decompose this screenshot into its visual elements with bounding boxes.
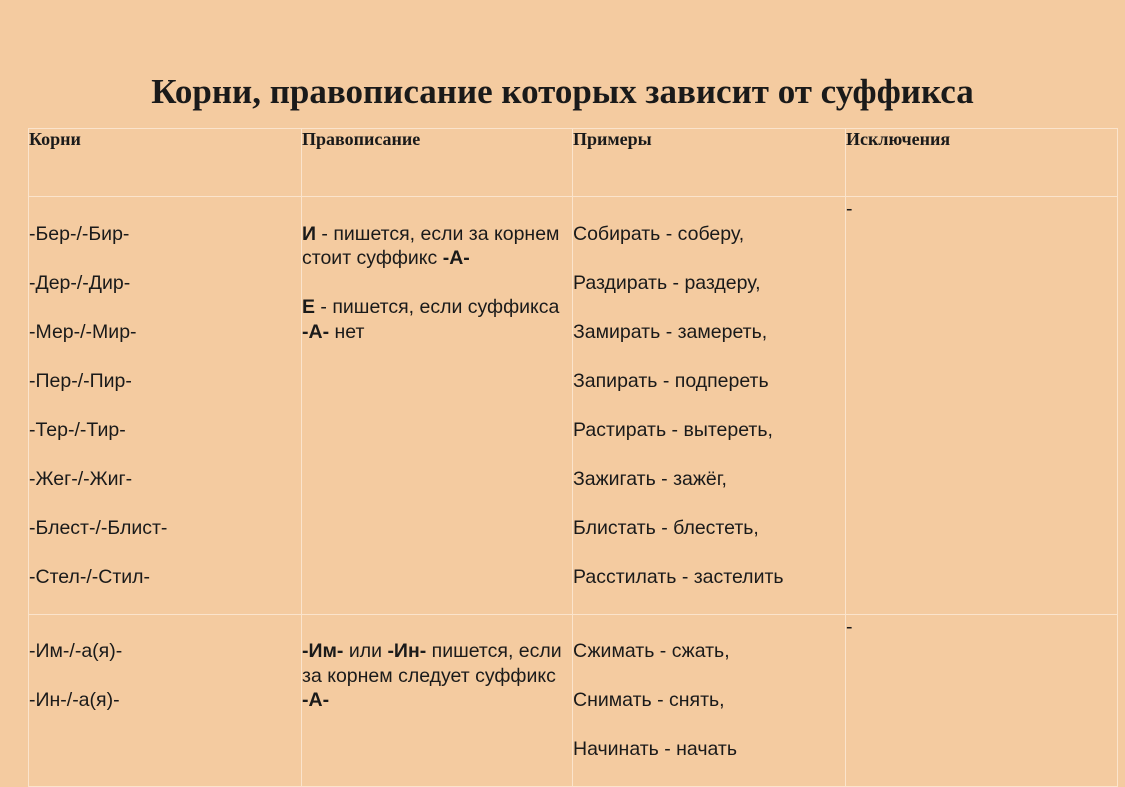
root-item: -Блест-/-Блист- — [29, 516, 168, 539]
examples-cell — [573, 614, 846, 787]
spelling-text: пишется, если за корнем следует суффикс — [302, 640, 562, 687]
example-item: Запирать - подпереть — [573, 369, 769, 392]
example-item: Блистать - блестеть, — [573, 516, 759, 539]
header-roots: Корни — [29, 129, 302, 197]
roots-cell — [29, 197, 302, 615]
table-row — [29, 614, 1118, 787]
header-examples: Примеры — [573, 129, 846, 197]
example-item: Расстилать - застелить — [573, 565, 784, 588]
example-item: Растирать - вытереть, — [573, 418, 773, 441]
spelling-text: или — [343, 640, 388, 662]
example-item: Раздирать - раздеру, — [573, 271, 761, 294]
root-item: -Им-/-а(я)- — [29, 640, 123, 662]
examples-cell — [573, 197, 846, 615]
root-item: -Дер-/-Дир- — [29, 271, 131, 294]
example-item: Сжимать - сжать, — [573, 640, 730, 662]
root-item: -Жег-/-Жиг- — [29, 467, 133, 490]
rules-table — [28, 128, 1118, 787]
exceptions-cell: - — [846, 197, 1118, 615]
spelling-text: - пишется, если суффикса — [315, 296, 560, 318]
spelling-cell — [302, 614, 573, 787]
table-row — [29, 197, 1118, 615]
slide-title: Корни, правописание которых зависит от суффикса — [151, 72, 974, 111]
header-exceptions: Исключения — [846, 129, 1118, 197]
spelling-letter: Е — [302, 296, 316, 318]
spelling-suffix: -А- — [302, 320, 330, 343]
example-item: Замирать - замереть, — [573, 320, 768, 343]
root-item: -Пер-/-Пир- — [29, 369, 132, 392]
spelling-letter: И — [302, 222, 317, 245]
spelling-text: - пишется, если за корнем стоит суффикс — [302, 222, 560, 269]
roots-cell — [29, 614, 302, 787]
root-item: -Стел-/-Стил- — [29, 565, 151, 588]
spelling-rule — [302, 295, 572, 344]
spelling-root: -Им- — [302, 640, 344, 662]
spelling-text: нет — [329, 320, 365, 343]
spelling-suffix: -А- — [302, 689, 330, 711]
root-item: -Тер-/-Тир- — [29, 418, 126, 441]
root-item: -Мер-/-Мир- — [29, 320, 137, 343]
table-header-row — [29, 129, 1118, 197]
root-item: -Бер-/-Бир- — [29, 222, 130, 245]
example-item: Собирать - соберу, — [573, 222, 745, 245]
example-item: Зажигать - зажёг, — [573, 467, 727, 490]
root-item: -Ин-/-а(я)- — [29, 689, 120, 711]
spelling-rule — [302, 639, 572, 713]
spelling-rule — [302, 222, 572, 271]
example-item: Снимать - снять, — [573, 689, 725, 711]
spelling-suffix: -А- — [442, 247, 470, 269]
spelling-root: -Ин- — [387, 640, 427, 662]
spelling-cell — [302, 197, 573, 615]
example-item: Начинать - начать — [573, 738, 738, 760]
header-spelling: Правописание — [302, 129, 573, 197]
exceptions-cell: - — [846, 614, 1118, 787]
